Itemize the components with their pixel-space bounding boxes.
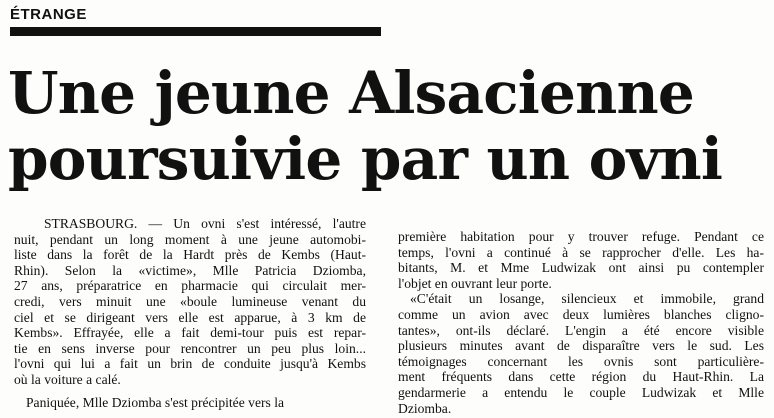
column2-line-8: plusieurs minutes avant de disparaître vers le sud. Les xyxy=(398,338,764,354)
article-column-2 xyxy=(398,229,764,416)
column2-line-6: comme un avion avec deux lumières blanches cligno- xyxy=(398,306,764,322)
article-column-1 xyxy=(14,216,366,410)
column1-line-10: l'ovni qui lui a fait un brin de conduite jusqu'à Kembs xyxy=(14,356,366,372)
column2-line-11: gendarmerie a entendu le couple Ludwizak et Mlle xyxy=(398,384,764,400)
column2-line-1: première habitation pour y trouver refuge. Pendant ce xyxy=(398,229,764,244)
column1-line-7: ciel et se dirigeant vers elle est apparue, à 3 km de xyxy=(14,309,366,325)
column2-line-3: bitants, M. et Mme Ludwizak ont ainsi pu contempler xyxy=(398,260,764,276)
column1-line-6: credi, vers minuit une «boule lumineuse venant du xyxy=(14,293,366,309)
column1-paragraph-2: Paniquée, Mlle Dziomba s'est précipitée vers la xyxy=(26,394,285,410)
section-kicker: ÉTRANGE xyxy=(10,6,87,23)
column1-line-8: Kembs». Effrayée, elle a fait demi-tour puis est repar- xyxy=(14,325,366,341)
headline-line-2: poursuivie par un ovni xyxy=(8,125,723,193)
headline-line-1: Une jeune Alsacienne xyxy=(8,59,694,127)
column1-line-11: où la voiture a calé. xyxy=(14,371,121,387)
column2-line-5: «C'était un losange, silencieux et immobile, grand xyxy=(410,291,764,307)
column1-line-4: Rhin). Selon la «victime», Mlle Patricia Dziomba, xyxy=(14,262,366,278)
column1-line-1: STRASBOURG. — Un ovni s'est intéressé, l'autre xyxy=(44,216,366,231)
column1-line-9: tie en sens inverse pour rencontrer un peu plus loin... xyxy=(14,340,366,356)
column1-line-5: 27 ans, préparatrice en pharmacie qui circulait mer- xyxy=(14,278,366,294)
headline xyxy=(8,60,768,192)
column2-line-9: témoignages concernant les ovnis sont particulière- xyxy=(398,353,764,369)
column2-line-12: Dziomba. xyxy=(398,400,452,416)
column2-line-7: tantes», ont-ils déclaré. L'engin a été encore visible xyxy=(398,322,764,338)
column1-line-2: nuit, pendant un long moment à une jeune automobi- xyxy=(14,231,366,247)
column1-line-3: liste dans la forêt de la Hardt près de Kembs (Haut- xyxy=(14,247,366,263)
kicker-rule xyxy=(10,27,381,36)
column2-line-2: temps, l'ovni a continué à se rapprocher d'elle. Les ha- xyxy=(398,244,764,260)
column2-line-4: l'objet en ouvrant leur porte. xyxy=(398,275,552,291)
column2-line-10: ment fréquents dans cette région du Haut-Rhin. La xyxy=(398,369,764,385)
